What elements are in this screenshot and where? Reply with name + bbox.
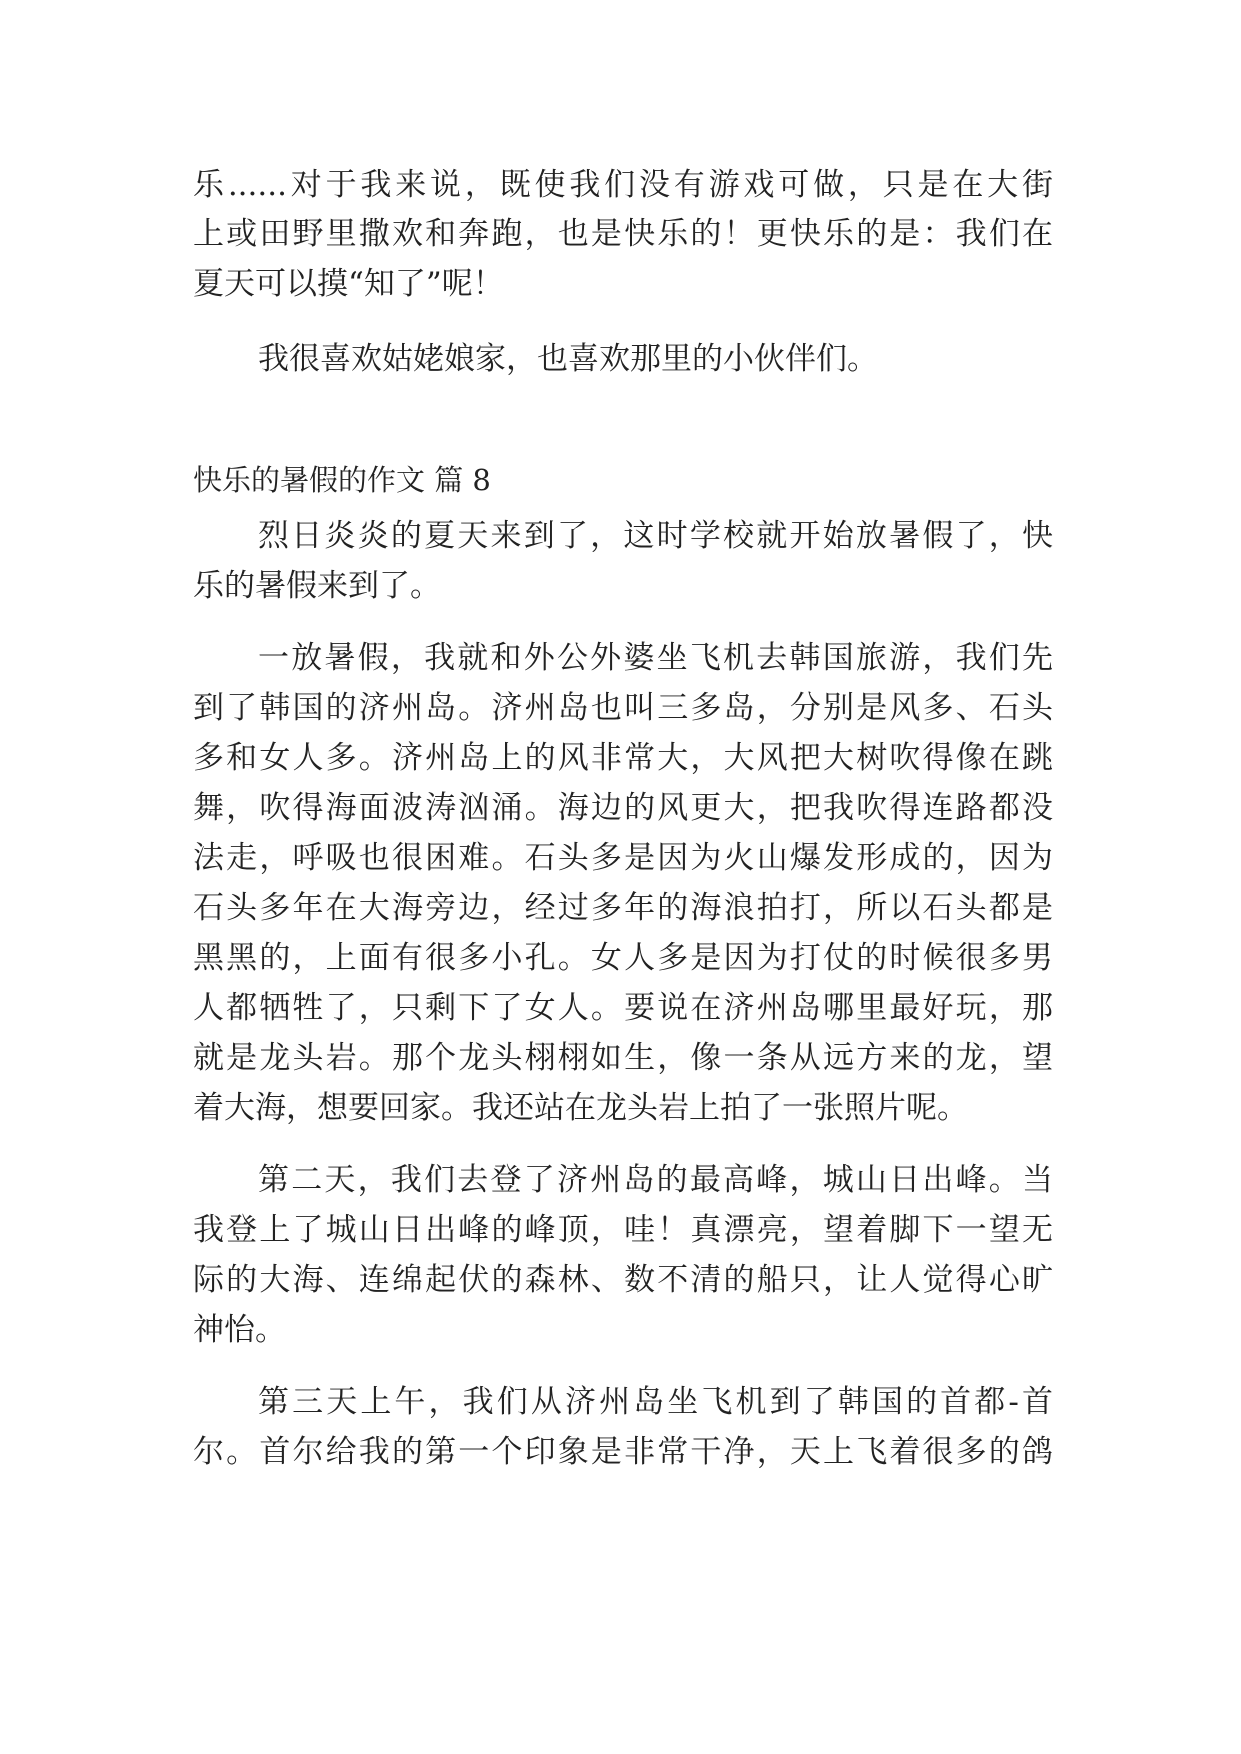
intro-line-2: 上或田野里撒欢和奔跑，也是快乐的！更快乐的是：我们在 bbox=[193, 216, 1053, 252]
paragraph-line: 我登上了城山日出峰的峰顶，哇！真漂亮，望着脚下一望无 bbox=[193, 1212, 1053, 1248]
paragraph-line: 一放暑假，我就和外公外婆坐飞机去韩国旅游，我们先 bbox=[258, 640, 1053, 676]
intro-line-1: 乐......对于我来说，既使我们没有游戏可做，只是在大街 bbox=[193, 167, 1053, 203]
paragraph-line: 烈日炎炎的夏天来到了，这时学校就开始放暑假了，快 bbox=[258, 518, 1053, 554]
paragraph-line: 尔。首尔给我的第一个印象是非常干净，天上飞着很多的鸽 bbox=[193, 1434, 1053, 1470]
paragraph-line: 着大海，想要回家。我还站在龙头岩上拍了一张照片呢。 bbox=[193, 1090, 968, 1126]
paragraph-line: 石头多年在大海旁边，经过多年的海浪拍打，所以石头都是 bbox=[193, 890, 1053, 926]
paragraph-line: 神怡。 bbox=[193, 1312, 286, 1348]
paragraph-line: 第三天上午，我们从济州岛坐飞机到了韩国的首都-首 bbox=[258, 1384, 1053, 1420]
paragraph-line: 到了韩国的济州岛。济州岛也叫三多岛，分别是风多、石头 bbox=[193, 690, 1053, 726]
paragraph-line: 多和女人多。济州岛上的风非常大，大风把大树吹得像在跳 bbox=[193, 740, 1053, 776]
paragraph-line: 黑黑的，上面有很多小孔。女人多是因为打仗的时候很多男 bbox=[193, 940, 1053, 976]
paragraph-line: 人都牺牲了，只剩下了女人。要说在济州岛哪里最好玩，那 bbox=[193, 990, 1053, 1026]
paragraph-line: 就是龙头岩。那个龙头栩栩如生，像一条从远方来的龙，望 bbox=[193, 1040, 1053, 1076]
paragraph-line: 第二天，我们去登了济州岛的最高峰，城山日出峰。当 bbox=[258, 1162, 1053, 1198]
section-title: 快乐的暑假的作文 篇 8 bbox=[193, 463, 491, 497]
paragraph-line: 乐的暑假来到了。 bbox=[193, 568, 441, 604]
paragraph-line: 法走，呼吸也很困难。石头多是因为火山爆发形成的，因为 bbox=[193, 840, 1053, 876]
paragraph-line: 际的大海、连绵起伏的森林、数不清的船只，让人觉得心旷 bbox=[193, 1262, 1053, 1298]
paragraph-line: 舞，吹得海面波涛汹涌。海边的风更大，把我吹得连路都没 bbox=[193, 790, 1053, 826]
intro-line-3: 夏天可以摸“知了”呢！ bbox=[193, 266, 504, 302]
closing-line: 我很喜欢姑姥娘家，也喜欢那里的小伙伴们。 bbox=[258, 341, 878, 377]
